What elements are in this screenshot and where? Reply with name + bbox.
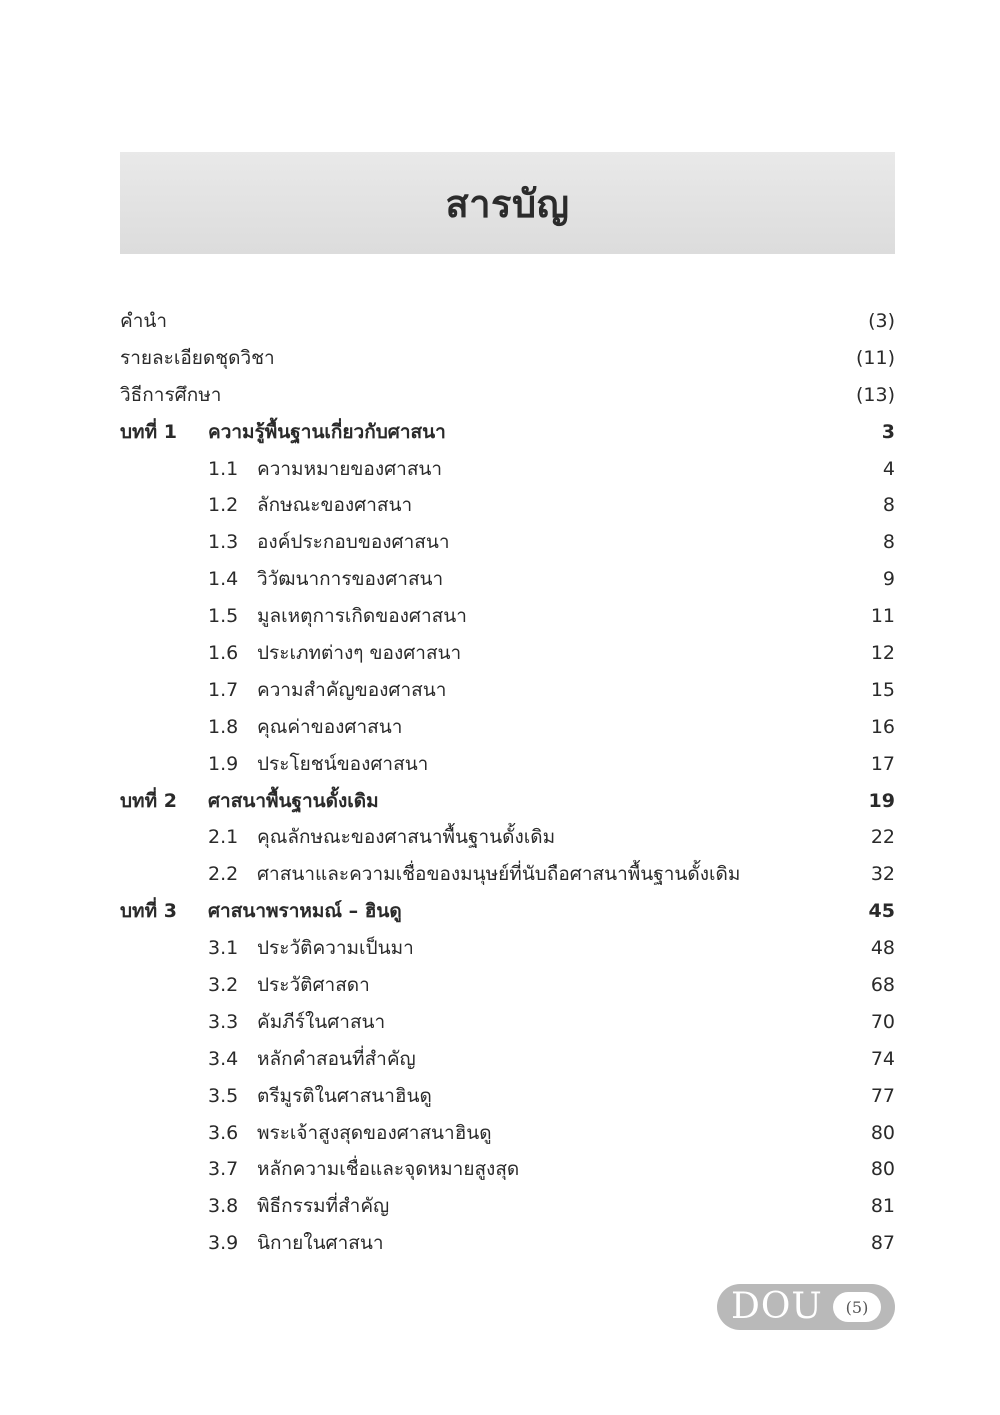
section-page: 4 [882,457,895,480]
section-title: วิวัฒนาการของศาสนา [257,568,444,591]
section-title: ตรีมูรติในศาสนาฮินดู [257,1084,432,1107]
toc-section-1-1[interactable] [120,451,895,488]
toc-entry-title: คำนำ [120,310,168,332]
section-title: องค์ประกอบของศาสนา [257,531,450,554]
toc-section-2-2[interactable] [120,856,895,893]
section-title: คัมภีร์ในศาสนา [257,1010,386,1033]
toc-row-course-details[interactable] [120,340,895,377]
section-title: พระเจ้าสูงสุดของศาสนาฮินดู [257,1121,492,1144]
section-number: 1.1 [208,457,239,480]
section-title: ประเภทต่างๆ ของศาสนา [257,642,462,665]
section-number: 1.9 [208,752,239,775]
section-number: 1.6 [208,642,239,665]
toc-chapter-3[interactable] [120,893,895,930]
toc-chapter-2[interactable] [120,783,895,820]
section-number: 3.6 [208,1121,239,1144]
section-number: 2.2 [208,863,239,886]
section-page: 22 [870,826,895,849]
toc-row-preface[interactable] [120,303,895,340]
section-number: 3.2 [208,974,239,997]
section-title: คุณลักษณะของศาสนาพื้นฐานดั้งเดิม [257,826,556,849]
toc-section-3-2[interactable] [120,967,895,1004]
chapter-page: 45 [868,900,895,923]
page-footer-badge [717,1284,895,1330]
toc-section-1-2[interactable] [120,487,895,524]
toc-section-3-8[interactable] [120,1188,895,1225]
toc-section-2-1[interactable] [120,819,895,856]
section-number: 3.8 [208,1195,239,1218]
section-number: 3.5 [208,1084,239,1107]
section-page: 68 [870,974,895,997]
section-number: 3.7 [208,1158,239,1181]
section-title: พิธีกรรมที่สำคัญ [257,1195,390,1218]
section-page: 9 [882,568,895,591]
toc-section-3-5[interactable] [120,1078,895,1115]
toc-section-1-6[interactable] [120,635,895,672]
chapter-page: 19 [868,789,895,812]
section-number: 1.5 [208,605,239,628]
section-number: 1.7 [208,678,239,701]
toc-row-study-method[interactable] [120,377,895,414]
toc-entry-page: (3) [868,310,895,332]
section-page: 15 [870,678,895,701]
section-title: ลักษณะของศาสนา [257,494,413,517]
section-page: 17 [870,752,895,775]
toc-chapter-1[interactable] [120,414,895,451]
section-number: 3.4 [208,1047,239,1070]
toc-section-3-7[interactable] [120,1151,895,1188]
title-band [120,152,895,254]
chapter-label: บทที่ 3 [120,900,177,923]
section-title: ประวัติศาสดา [257,974,370,997]
chapter-title: ศาสนาพราหมณ์ – ฮินดู [208,900,402,923]
table-of-contents [120,303,895,1262]
page-title: สารบัญ [445,181,570,226]
section-number: 3.1 [208,937,239,960]
section-title: ประวัติความเป็นมา [257,937,414,960]
section-page: 8 [882,531,895,554]
section-page: 80 [870,1158,895,1181]
toc-section-1-8[interactable] [120,709,895,746]
toc-entry-page: (13) [855,383,895,406]
toc-section-1-9[interactable] [120,746,895,783]
chapter-title: ความรู้พื้นฐานเกี่ยวกับศาสนา [208,420,446,443]
section-page: 32 [870,863,895,886]
section-number: 3.9 [208,1232,239,1255]
chapter-label: บทที่ 1 [120,420,177,443]
section-number: 2.1 [208,826,239,849]
chapter-title: ศาสนาพื้นฐานดั้งเดิม [208,789,379,812]
section-number: 3.3 [208,1010,239,1033]
toc-section-1-5[interactable] [120,598,895,635]
toc-entry-title: รายละเอียดชุดวิชา [120,346,275,369]
section-page: 81 [870,1195,895,1218]
section-title: มูลเหตุการเกิดของศาสนา [257,605,467,628]
toc-section-1-4[interactable] [120,561,895,598]
toc-entry-page: (11) [855,346,895,369]
dou-logo: DOU [731,1286,823,1327]
chapter-page: 3 [881,420,895,443]
section-page: 74 [870,1047,895,1070]
section-title: หลักคำสอนที่สำคัญ [257,1047,416,1070]
section-page: 48 [870,937,895,960]
section-page: 80 [870,1121,895,1144]
toc-section-1-3[interactable] [120,524,895,561]
toc-section-3-9[interactable] [120,1225,895,1262]
section-title: นิกายในศาสนา [257,1232,384,1255]
toc-section-1-7[interactable] [120,672,895,709]
section-number: 1.2 [208,494,239,517]
toc-section-3-3[interactable] [120,1004,895,1041]
chapter-label: บทที่ 2 [120,789,177,812]
section-page: 12 [870,642,895,665]
page-number: (5) [833,1292,881,1322]
section-title: ความสำคัญของศาสนา [257,678,447,701]
toc-section-3-1[interactable] [120,930,895,967]
section-page: 87 [870,1232,895,1255]
section-page: 70 [870,1010,895,1033]
section-page: 77 [870,1084,895,1107]
section-page: 16 [870,715,895,738]
section-title: คุณค่าของศาสนา [257,715,403,738]
section-number: 1.3 [208,531,239,554]
toc-section-3-4[interactable] [120,1041,895,1078]
toc-section-3-6[interactable] [120,1115,895,1152]
section-title: ประโยชน์ของศาสนา [257,752,429,775]
section-page: 11 [870,605,895,628]
section-number: 1.8 [208,715,239,738]
section-page: 8 [882,494,895,517]
section-title: ความหมายของศาสนา [257,457,443,480]
section-number: 1.4 [208,568,239,591]
section-title: หลักความเชื่อและจุดหมายสูงสุด [257,1158,520,1181]
section-title: ศาสนาและความเชื่อของมนุษย์ที่นับถือศาสนาพื้นฐานดั้งเดิม [257,863,741,886]
toc-entry-title: วิธีการศึกษา [120,383,222,406]
